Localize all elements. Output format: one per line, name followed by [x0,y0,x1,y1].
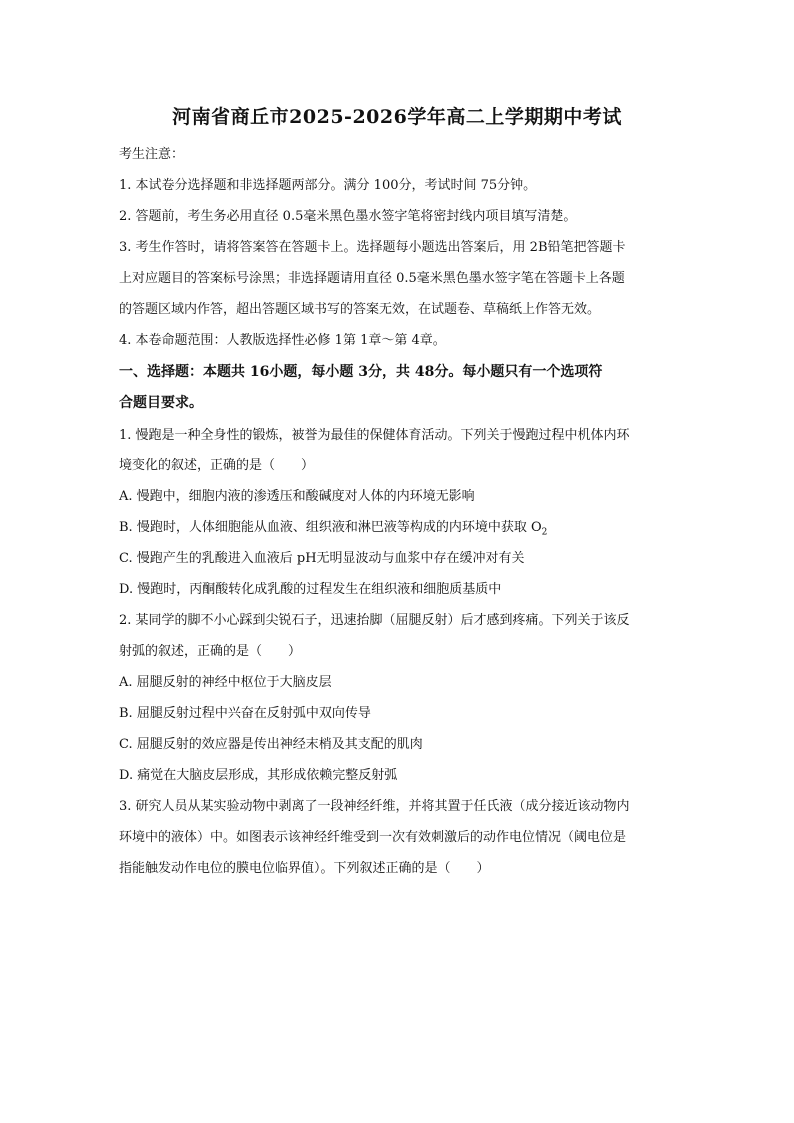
q1-option-b-subscript: 2 [541,527,548,538]
q2-option-c: C. 屈腿反射的效应器是传出神经末梢及其支配的肌肉 [119,737,423,752]
q2-option-a: A. 屈腿反射的神经中枢位于大脑皮层 [119,675,332,690]
q2-option-b: B. 屈腿反射过程中兴奋在反射弧中双向传导 [119,706,371,721]
q2-stem-line-1: 2. 某同学的脚不小心踩到尖锐石子，迅速抬脚（屈腿反射）后才感到疼痛。下列关于该反 [119,613,630,628]
notice-heading: 考生注意： [119,147,185,162]
q1-option-c: C. 慢跑产生的乳酸进入血液后 pH无明显波动与血浆中存在缓冲对有关 [119,551,525,566]
q2-option-d: D. 痛觉在大脑皮层形成，其形成依赖完整反射弧 [119,768,398,783]
notice-item-3-line-2: 上对应题目的答案标号涂黑；非选择题请用直径 0.5毫米黑色墨水签字笔在答题卡上各题 [119,271,625,286]
q3-stem-line-1: 3. 研究人员从某实验动物中剥离了一段神经纤维，并将其置于任氏液（成分接近该动物内 [119,799,630,814]
q2-stem-line-2: 射弧的叙述，正确的是（ ） [119,644,302,659]
notice-item-1: 1. 本试卷分选择题和非选择题两部分。满分 100分，考试时间 75分钟。 [119,178,537,193]
notice-item-2: 2. 答题前，考生务必用直径 0.5毫米黑色墨水签字笔将密封线内项目填写清楚。 [119,209,577,224]
section-heading-line-1: 一、选择题：本题共 16小题，每小题 3分，共 48分。每小题只有一个选项符 [119,364,603,380]
section-heading-line-2: 合题目要求。 [119,395,203,411]
notice-item-3-line-1: 3. 考生作答时，请将答案答在答题卡上。选择题每小题选出答案后，用 2B铅笔把答题卡 [119,240,626,255]
q1-option-b [119,518,679,543]
q3-stem-line-3: 指能触发动作电位的膜电位临界值）。下列叙述正确的是（ ） [119,861,490,876]
page-title: 河南省商丘市2025-2026学年高二上学期期中考试 [172,106,622,128]
q1-option-d: D. 慢跑时，丙酮酸转化成乳酸的过程发生在组织液和细胞质基质中 [119,582,502,597]
q1-option-b-text: B. 慢跑时，人体细胞能从血液、组织液和淋巴液等构成的内环境中获取 O [119,520,542,535]
notice-item-4: 4. 本卷命题范围：人教版选择性必修 1第 1章～第 4章。 [119,333,446,348]
q1-stem-line-1: 1. 慢跑是一种全身性的锻炼，被誉为最佳的保健体育活动。下列关于慢跑过程中机体内环 [119,428,630,443]
q1-option-a: A. 慢跑中，细胞内液的渗透压和酸碱度对人体的内环境无影响 [119,489,475,504]
q1-stem-line-2: 境变化的叙述，正确的是（ ） [119,458,315,473]
notice-item-3-line-3: 的答题区域内作答，超出答题区域书写的答案无效，在试题卷、草稿纸上作答无效。 [119,302,601,317]
q3-stem-line-2: 环境中的液体）中。如图表示该神经纤维受到一次有效刺激后的动作电位情况（阈电位是 [119,830,627,845]
